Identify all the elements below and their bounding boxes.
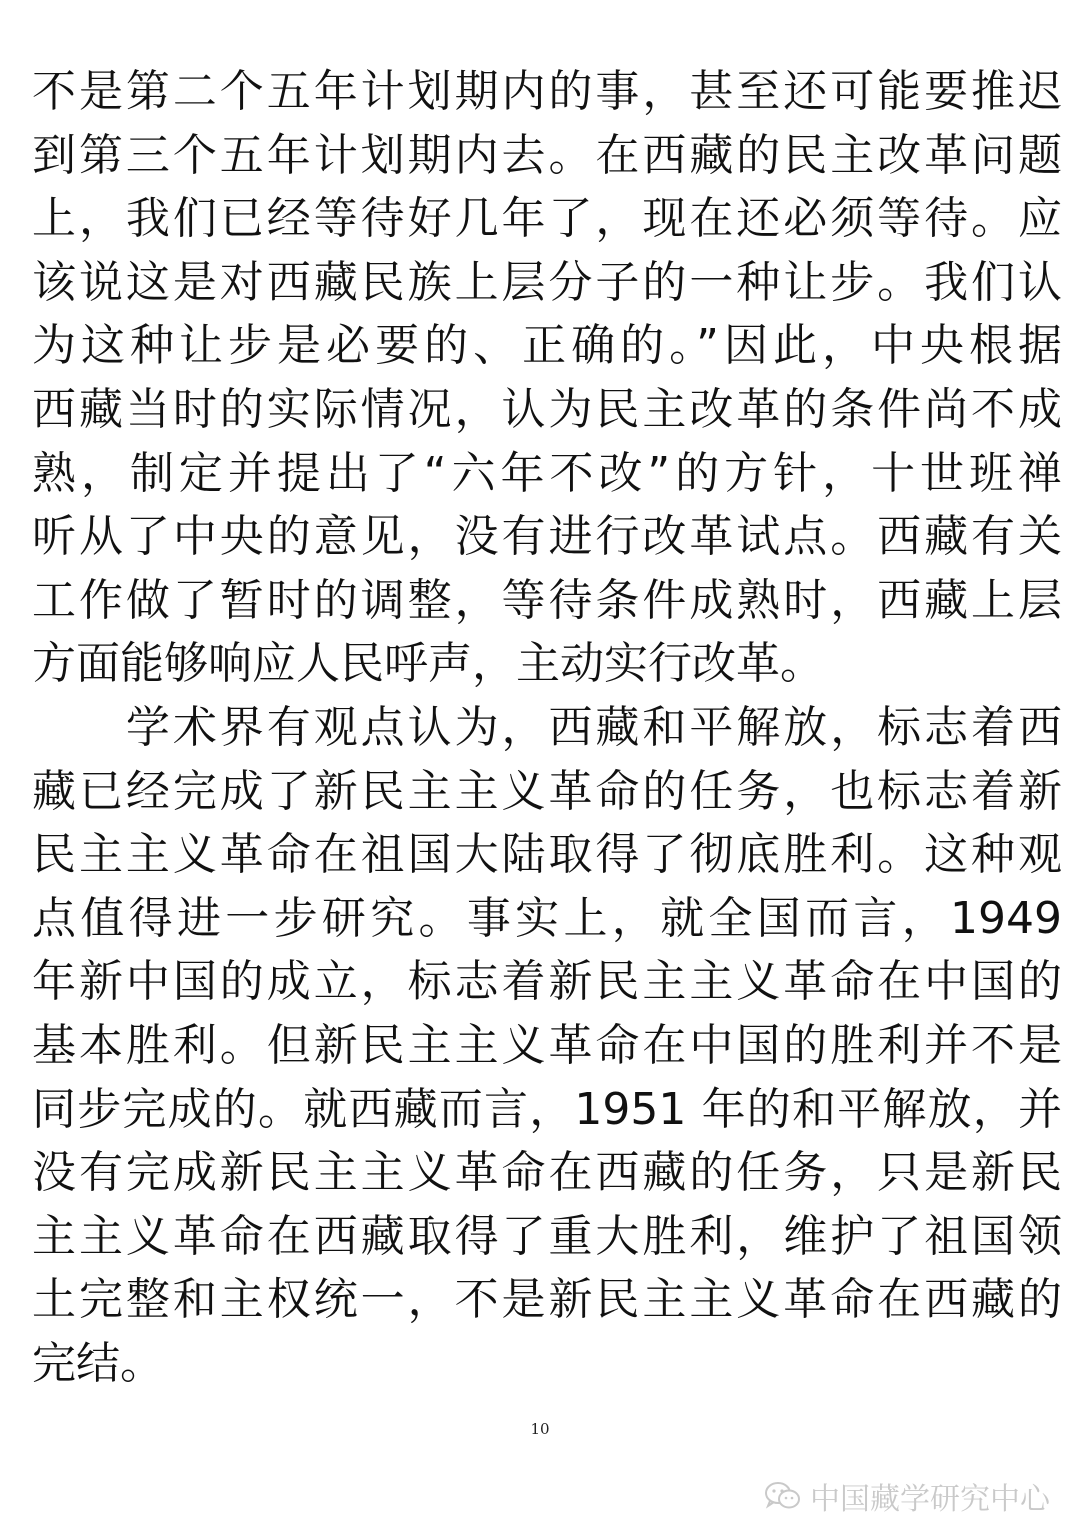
text-line: 西藏当时的实际情况，认为民主改革的条件尚不成: [32, 383, 1062, 435]
watermark-text: 中国藏学研究中心: [810, 1482, 1050, 1517]
text-line: 上，我们已经等待好几年了，现在还必须等待。应: [32, 193, 1062, 245]
body-text: [32, 60, 1062, 1395]
text-line: 到第三个五年计划期内去。在西藏的民主改革问题: [32, 129, 1062, 181]
page-number: 10: [530, 1420, 550, 1438]
text-line: 熟，制定并提出了“六年不改”的方针，十世班禅: [32, 447, 1062, 499]
text-line: 年新中国的成立，标志着新民主主义革命在中国的: [32, 956, 1062, 1008]
text-line: 主主义革命在西藏取得了重大胜利，维护了祖国领: [32, 1210, 1062, 1262]
text-line: 民主主义革命在祖国大陆取得了彻底胜利。这种观: [32, 829, 1062, 881]
text-line: 该说这是对西藏民族上层分子的一种让步。我们认: [32, 256, 1062, 308]
text-line: 基本胜利。但新民主主义革命在中国的胜利并不是: [32, 1019, 1062, 1071]
wechat-icon: [764, 1481, 802, 1511]
text-line: 不是第二个五年计划期内的事，甚至还可能要推迟: [32, 66, 1062, 117]
text-line: 同步完成的。就西藏而言，1951 年的和平解放，并: [32, 1083, 1062, 1135]
text-line: 土完整和主权统一，不是新民主主义革命在西藏的: [32, 1274, 1062, 1326]
text-line: 听从了中央的意见，没有进行改革试点。西藏有关: [32, 511, 1062, 563]
text-line: 完结。: [32, 1337, 164, 1389]
text-line: 没有完成新民主主义革命在西藏的任务，只是新民: [32, 1147, 1062, 1199]
watermark: [764, 1474, 1050, 1518]
text-line: 点值得进一步研究。事实上，就全国而言，1949: [32, 892, 1062, 944]
text-line: 藏已经完成了新民主主义革命的任务，也标志着新: [32, 765, 1062, 817]
text-line: 方面能够响应人民呼声，主动实行改革。: [32, 638, 824, 690]
text-line: 学术界有观点认为，西藏和平解放，标志着西: [32, 701, 1062, 753]
text-line: 工作做了暂时的调整，等待条件成熟时，西藏上层: [32, 574, 1062, 626]
text-line: 为这种让步是必要的、正确的。”因此，中央根据: [32, 320, 1062, 372]
